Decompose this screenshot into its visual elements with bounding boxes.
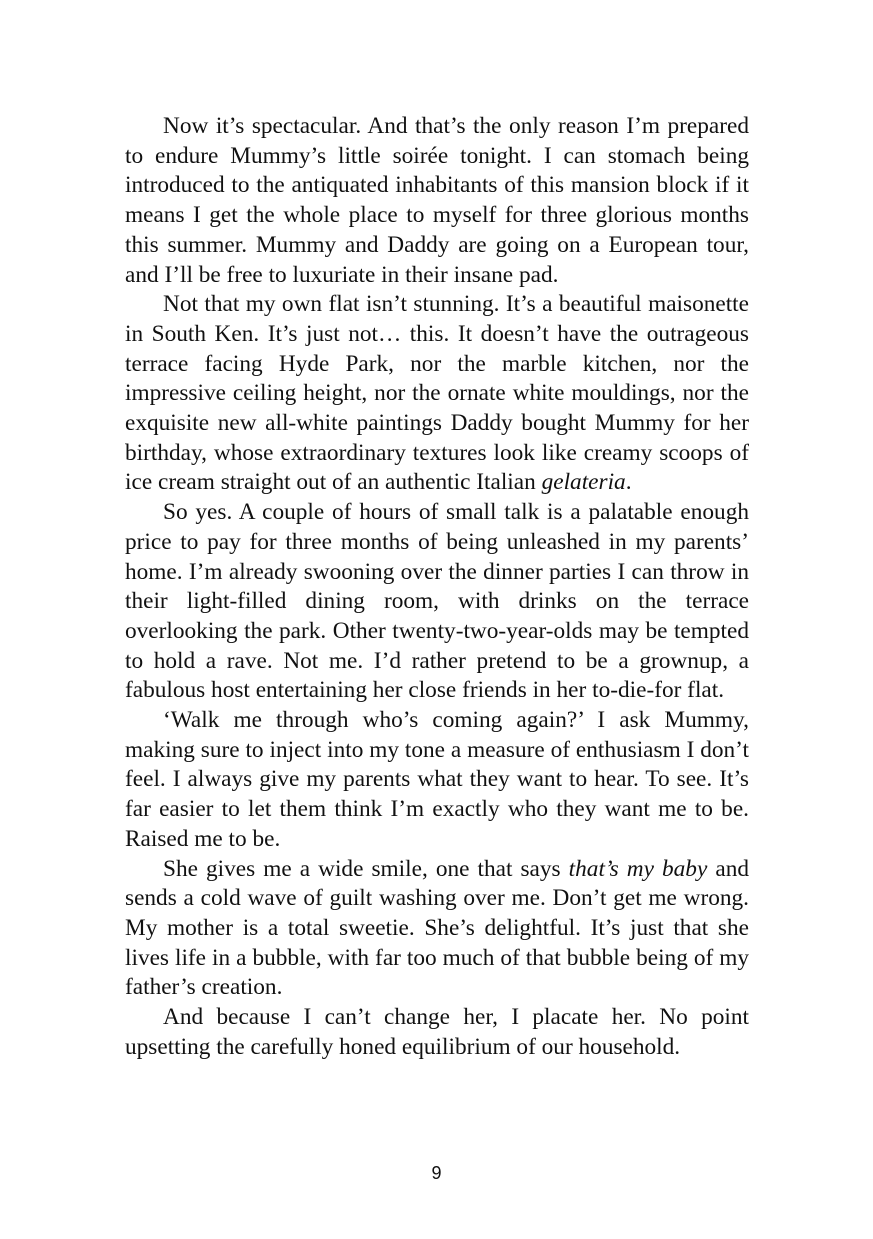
paragraph <box>125 1003 749 1062</box>
body-text <box>125 112 749 1063</box>
italic-text-run: gelateria <box>541 469 626 496</box>
text-run: ‘Walk me through who’s coming again?’ I ask Mummy, making sure to inject into my tone a measure of enthusiasm I don’t feel. I always give my parents what they want to hear. To see. It’s far easier to let them think I’m exactly who they want me to be. Raised me to be. <box>125 707 749 852</box>
paragraph <box>125 498 749 706</box>
paragraph <box>125 112 749 290</box>
paragraph <box>125 706 749 855</box>
italic-text-run: that’s my baby <box>568 855 708 882</box>
paragraph <box>125 855 749 1004</box>
text-run: She gives me a wide smile, one that says <box>163 855 569 882</box>
text-run: . <box>625 469 632 496</box>
text-run: So yes. A couple of hours of small talk is a palatable enough price to pay for three months of being unleashed in my parents’ home. I’m already swooning over the dinner parties I can throw in their light-filled dining room, with drinks on the terrace overlooking the park. Other twenty-two-year-olds may be tempted to hold a rave. Not me. I’d rather pretend to be a grownup, a fabulous host entertaining her close friends in her to-die-for flat. <box>125 499 749 704</box>
paragraph <box>125 290 749 498</box>
text-run: And because I can’t change her, I placate her. No point upsetting the carefully honed equilibrium of our household. <box>125 1004 749 1060</box>
text-run: and sends a cold wave of guilt washing over me. Don’t get me wrong. My mother is a total sweetie. She’s delightful. It’s just that she lives life in a bubble, with far too much of that bubble being of my father’s creation. <box>125 855 749 1001</box>
text-run: Not that my own flat isn’t stunning. It’s a beautiful maisonette in South Ken. It’s just not… this. It doesn’t have the outrageous terrace facing Hyde Park, nor the marble kitchen, nor the impressive ceiling height, nor the ornate white mouldings, nor the exquisite new all-white paintings Daddy bought Mummy for her birthday, whose extraordinary textures look like creamy scoops of ice cream straight out of an authentic Italian <box>125 291 749 496</box>
page-number: 9 <box>431 1163 442 1183</box>
text-run: Now it’s spectacular. And that’s the only reason I’m prepared to endure Mummy’s little soirée tonight. I can stomach being introduced to the antiquated inhabitants of this mansion block if it means I get the whole place to myself for three glorious months this summer. Mummy and Daddy are going on a European tour, and I’ll be free to luxuriate in their insane pad. <box>125 113 749 288</box>
